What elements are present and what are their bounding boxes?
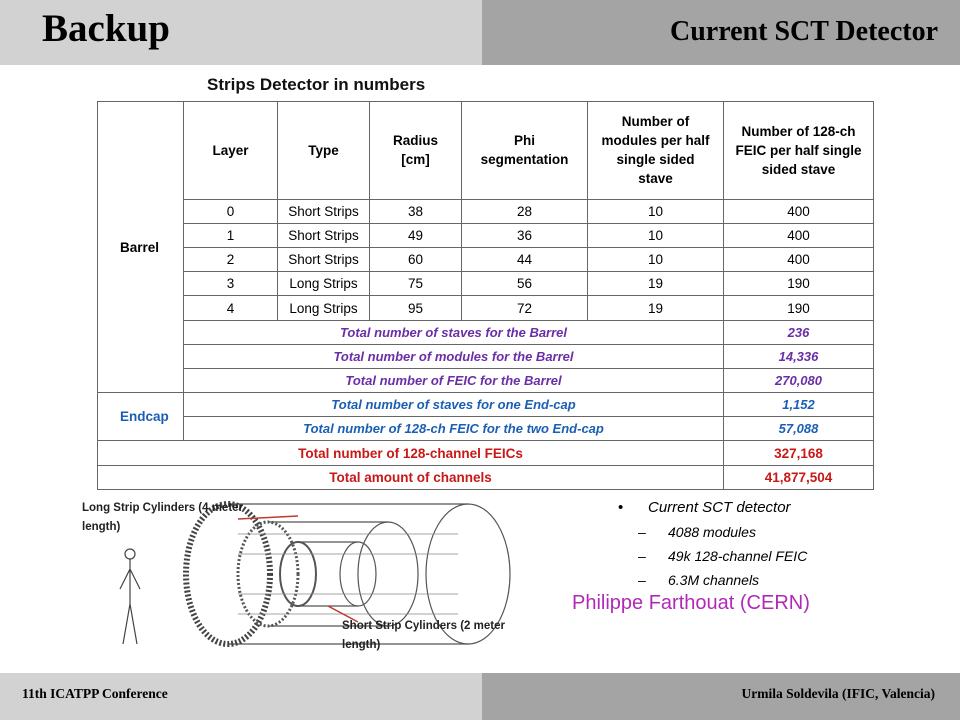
total-feic-value: 327,168 bbox=[724, 441, 874, 465]
endcap-total-row bbox=[98, 417, 874, 441]
cell-layer: 2 bbox=[184, 248, 278, 272]
dash-icon: – bbox=[638, 572, 646, 588]
header-feic: Number of 128-ch FEIC per half single sided stave bbox=[724, 102, 874, 200]
table-row bbox=[98, 272, 874, 296]
endcap-staves-value: 1,152 bbox=[724, 393, 874, 417]
cell-type: Short Strips bbox=[278, 199, 370, 223]
inner-cylinder-edges bbox=[268, 522, 388, 626]
cell-modules: 19 bbox=[588, 296, 724, 320]
header-radius: Radius [cm] bbox=[370, 102, 462, 200]
header-modules: Number of modules per half single sided stave bbox=[588, 102, 724, 200]
cell-radius: 95 bbox=[370, 296, 462, 320]
cell-feic: 400 bbox=[724, 248, 874, 272]
grand-total-row bbox=[98, 465, 874, 489]
cell-phi: 28 bbox=[462, 199, 588, 223]
bullet-dot-icon: • bbox=[618, 499, 624, 516]
slide-title: Backup bbox=[42, 7, 170, 50]
barrel-staves-label: Total number of staves for the Barrel bbox=[184, 320, 724, 344]
cell-phi: 56 bbox=[462, 272, 588, 296]
dash-icon: – bbox=[638, 548, 646, 564]
table-title: Strips Detector in numbers bbox=[207, 75, 426, 94]
endcap-staves-label: Total number of staves for one End-cap bbox=[184, 393, 724, 417]
barrel-modules-value: 14,336 bbox=[724, 344, 874, 368]
table-row bbox=[98, 199, 874, 223]
endcap-feic-value: 57,088 bbox=[724, 417, 874, 441]
short-strip-label: Short Strip Cylinders (2 meter length) bbox=[342, 620, 505, 651]
barrel-feic-label: Total number of FEIC for the Barrel bbox=[184, 368, 724, 392]
endcap-total-row bbox=[98, 393, 874, 417]
bullet-list bbox=[618, 498, 807, 592]
cell-type: Short Strips bbox=[278, 248, 370, 272]
cell-radius: 38 bbox=[370, 199, 462, 223]
footer-author: Urmila Soldevila (IFIC, Valencia) bbox=[741, 686, 935, 701]
cell-layer: 0 bbox=[184, 199, 278, 223]
bullet-sub-text: 4088 modules bbox=[668, 524, 756, 540]
table-row bbox=[98, 296, 874, 320]
bullet-main-text: Current SCT detector bbox=[648, 499, 791, 516]
bullet-sub-text: 6.3M channels bbox=[668, 572, 760, 588]
long-strip-arrow bbox=[238, 516, 298, 519]
total-channels-label: Total amount of channels bbox=[98, 465, 724, 489]
header-phi: Phi segmentation bbox=[462, 102, 588, 200]
long-strip-label: Long Strip Cylinders (4 meter length) bbox=[82, 502, 244, 533]
barrel-total-row bbox=[98, 320, 874, 344]
cell-layer: 3 bbox=[184, 272, 278, 296]
bullet-sub-text: 49k 128-channel FEIC bbox=[668, 548, 808, 564]
cell-feic: 400 bbox=[724, 223, 874, 247]
header-type: Type bbox=[278, 102, 370, 200]
cell-radius: 60 bbox=[370, 248, 462, 272]
cell-layer: 4 bbox=[184, 296, 278, 320]
bullet-sub bbox=[618, 568, 807, 592]
barrel-total-row bbox=[98, 368, 874, 392]
cell-feic: 400 bbox=[724, 199, 874, 223]
credit-text: Philippe Farthouat (CERN) bbox=[572, 592, 810, 614]
cell-layer: 1 bbox=[184, 223, 278, 247]
endcap-feic-label: Total number of 128-ch FEIC for the two End-cap bbox=[184, 417, 724, 441]
footer-conference: 11th ICATPP Conference bbox=[22, 686, 168, 701]
barrel-label: Barrel bbox=[98, 102, 184, 393]
cell-feic: 190 bbox=[724, 296, 874, 320]
cell-modules: 19 bbox=[588, 272, 724, 296]
table-row bbox=[98, 248, 874, 272]
table-header-row bbox=[98, 102, 874, 200]
human-figure-icon bbox=[120, 549, 140, 644]
inner-ring-2 bbox=[358, 522, 418, 626]
cell-radius: 49 bbox=[370, 223, 462, 247]
cell-phi: 36 bbox=[462, 223, 588, 247]
cell-modules: 10 bbox=[588, 199, 724, 223]
bullet-sub bbox=[618, 520, 807, 544]
total-channels-value: 41,877,504 bbox=[724, 465, 874, 489]
endcap-label: Endcap bbox=[98, 393, 184, 441]
barrel-modules-label: Total number of modules for the Barrel bbox=[184, 344, 724, 368]
bullet-main bbox=[618, 498, 807, 520]
table-row bbox=[98, 223, 874, 247]
grand-total-row bbox=[98, 441, 874, 465]
dash-icon: – bbox=[638, 524, 646, 540]
cell-phi: 44 bbox=[462, 248, 588, 272]
cell-feic: 190 bbox=[724, 272, 874, 296]
cell-radius: 75 bbox=[370, 272, 462, 296]
barrel-feic-value: 270,080 bbox=[724, 368, 874, 392]
bullet-sub bbox=[618, 544, 807, 568]
cell-modules: 10 bbox=[588, 223, 724, 247]
cell-type: Short Strips bbox=[278, 223, 370, 247]
slide-subtitle: Current SCT Detector bbox=[669, 16, 938, 47]
total-feic-label: Total number of 128-channel FEICs bbox=[98, 441, 724, 465]
header-layer: Layer bbox=[184, 102, 278, 200]
cell-modules: 10 bbox=[588, 248, 724, 272]
barrel-total-row bbox=[98, 344, 874, 368]
strips-detector-table bbox=[97, 101, 874, 490]
barrel-staves-value: 236 bbox=[724, 320, 874, 344]
cell-type: Long Strips bbox=[278, 296, 370, 320]
cell-type: Long Strips bbox=[278, 272, 370, 296]
short-strip-edges bbox=[298, 542, 358, 606]
cell-phi: 72 bbox=[462, 296, 588, 320]
